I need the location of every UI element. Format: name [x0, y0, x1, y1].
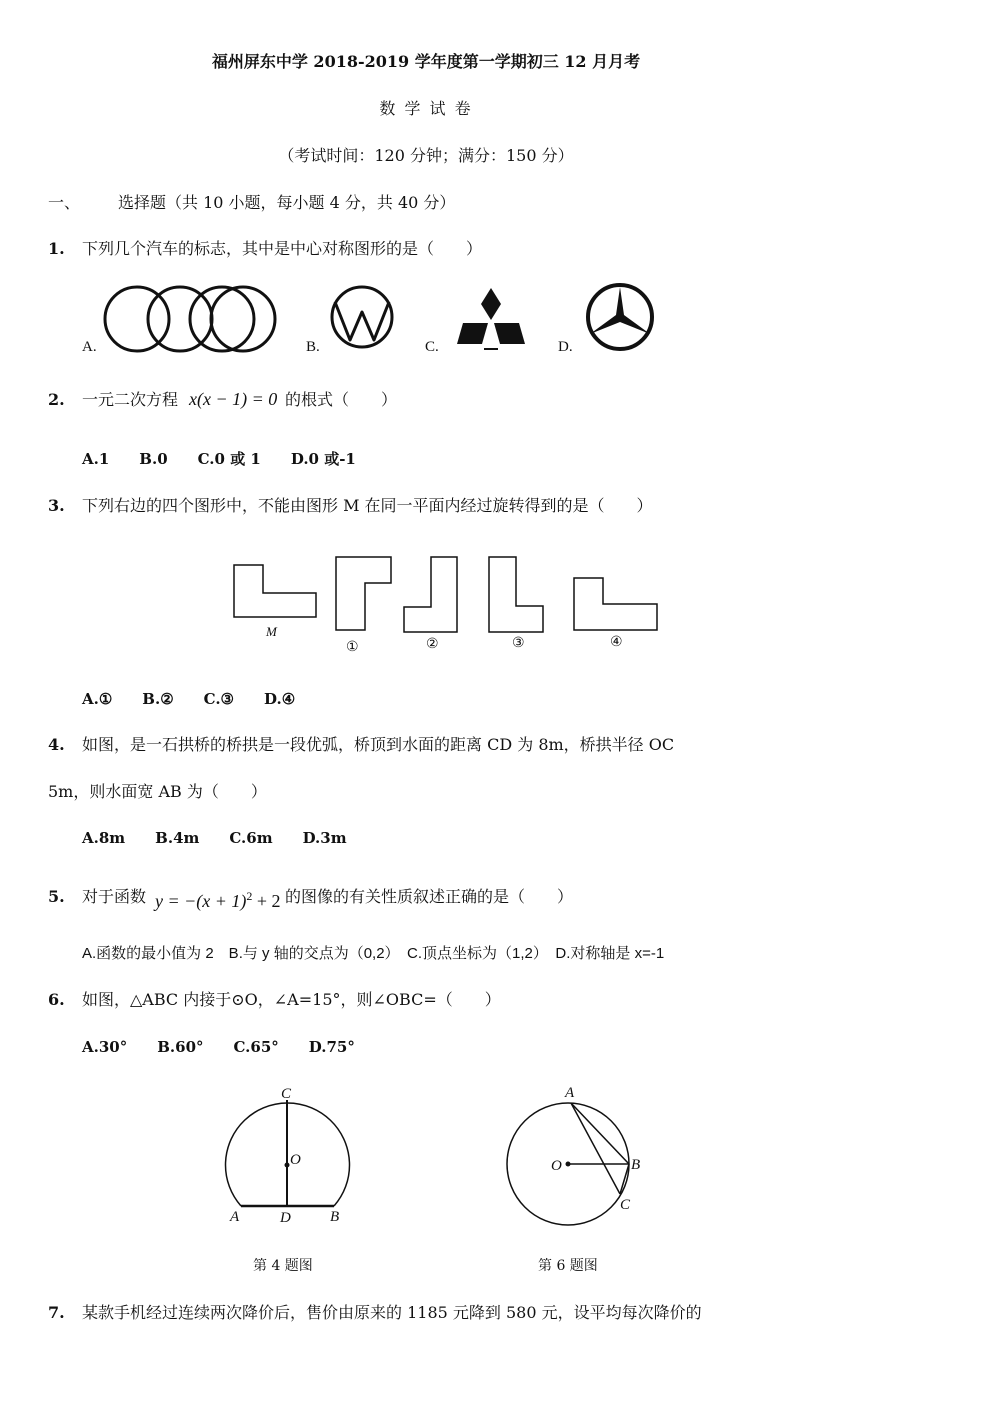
q2-number: 2.	[48, 390, 65, 409]
q6-number: 6.	[48, 990, 65, 1009]
q2-text-suffix: 的根式（ ）	[285, 390, 398, 409]
q1-logos-figure	[0, 282, 992, 362]
q7-number: 7.	[48, 1303, 65, 1322]
point-a-label: A	[230, 1209, 240, 1225]
point-d-label: D	[280, 1210, 291, 1226]
q3-text: 下列右边的四个图形中，不能由图形 M 在同一平面内经过旋转得到的是（ ）	[82, 496, 653, 515]
q1-label-d: D.	[558, 339, 573, 355]
point-b-label: B	[631, 1157, 641, 1173]
center-point-o	[285, 1163, 290, 1168]
point-o-label: O	[551, 1158, 562, 1174]
q5-equation	[155, 886, 281, 911]
q5-number: 5.	[48, 887, 65, 906]
q4-figure	[210, 1080, 410, 1280]
shape-2-label: ②	[426, 637, 439, 652]
q4-options: A.8m B.4m C.6m D.3m	[82, 829, 347, 847]
shape-1-label: ①	[346, 640, 359, 655]
point-c-label: C	[281, 1086, 292, 1102]
exam-subject: 数 学 试 卷	[379, 99, 473, 118]
segment-ac	[571, 1103, 620, 1194]
q2-options: A.1 B.0 C.0 或 1 D.0 或-1	[82, 450, 356, 468]
point-c-label: C	[620, 1197, 631, 1213]
section-title: 选择题（共 10 小题，每小题 4 分，共 40 分）	[118, 193, 456, 212]
exam-title: 福州屏东中学 2018-2019 学年度第一学期初三 12 月月考	[211, 52, 641, 71]
q1-label-c: C.	[425, 339, 439, 355]
q5-equation-tail: + 2	[256, 891, 281, 911]
q6-figure-caption: 第 6 题图	[538, 1258, 598, 1274]
q3-options: A.① B.② C.③ D.④	[82, 690, 296, 708]
q4-figure-caption: 第 4 题图	[253, 1258, 313, 1274]
point-o-label: O	[290, 1152, 301, 1168]
section-number: 一、	[48, 193, 81, 212]
q1-label-b: B.	[306, 339, 320, 355]
point-b-label: B	[330, 1209, 340, 1225]
q4-line1: 如图，是一石拱桥的桥拱是一段优弧，桥顶到水面的距离 CD 为 8m，桥拱半径 OC	[82, 735, 675, 754]
vw-logo	[332, 287, 392, 347]
q1-number: 1.	[48, 239, 65, 258]
q5-equation-exponent: 2	[246, 889, 253, 903]
center-point-o	[566, 1162, 571, 1167]
exam-info: （考试时间：120 分钟；满分：150 分）	[278, 146, 574, 165]
shape-4	[574, 578, 657, 630]
shape-3	[489, 557, 543, 632]
q6-options: A.30° B.60° C.65° D.75°	[82, 1038, 355, 1056]
shape-3-label: ③	[512, 636, 525, 651]
point-a-label: A	[565, 1085, 575, 1101]
q3-shapes-figure	[0, 550, 992, 660]
shape-1	[336, 557, 391, 630]
q5-text-suffix: 的图像的有关性质叙述正确的是（ ）	[285, 887, 574, 906]
mitsubishi-logo	[457, 288, 525, 350]
shape-m-label: M	[266, 624, 277, 639]
q4-line2: 5m，则水面宽 AB 为（ ）	[48, 782, 267, 801]
q5-options: A.函数的最小值为 2 B.与 y 轴的交点为（0,2） C.顶点坐标为（1,2） D.对称轴是 x=-1	[82, 945, 665, 962]
benz-logo	[588, 285, 652, 349]
q1-text: 下列几个汽车的标志，其中是中心对称图形的是（ ）	[82, 239, 483, 258]
q4-number: 4.	[48, 735, 65, 754]
shape-m	[234, 565, 316, 617]
q5-equation-main: y = −(x + 1)	[155, 891, 247, 911]
q2-text-prefix: 一元二次方程	[82, 390, 179, 409]
shape-2	[404, 557, 457, 632]
q2-equation: x(x − 1) = 0	[189, 389, 278, 409]
audi-logo	[105, 287, 275, 351]
shape-4-label: ④	[610, 635, 623, 650]
q7-text: 某款手机经过连续两次降价后，售价由原来的 1185 元降到 580 元，设平均每次降价的	[82, 1303, 702, 1322]
q3-number: 3.	[48, 496, 65, 515]
q6-figure	[480, 1080, 680, 1280]
q5-text-prefix: 对于函数	[82, 887, 147, 906]
q1-label-a: A.	[82, 339, 97, 355]
q6-text: 如图，△ABC 内接于⊙O，∠A=15°，则∠OBC=（ ）	[82, 990, 501, 1009]
